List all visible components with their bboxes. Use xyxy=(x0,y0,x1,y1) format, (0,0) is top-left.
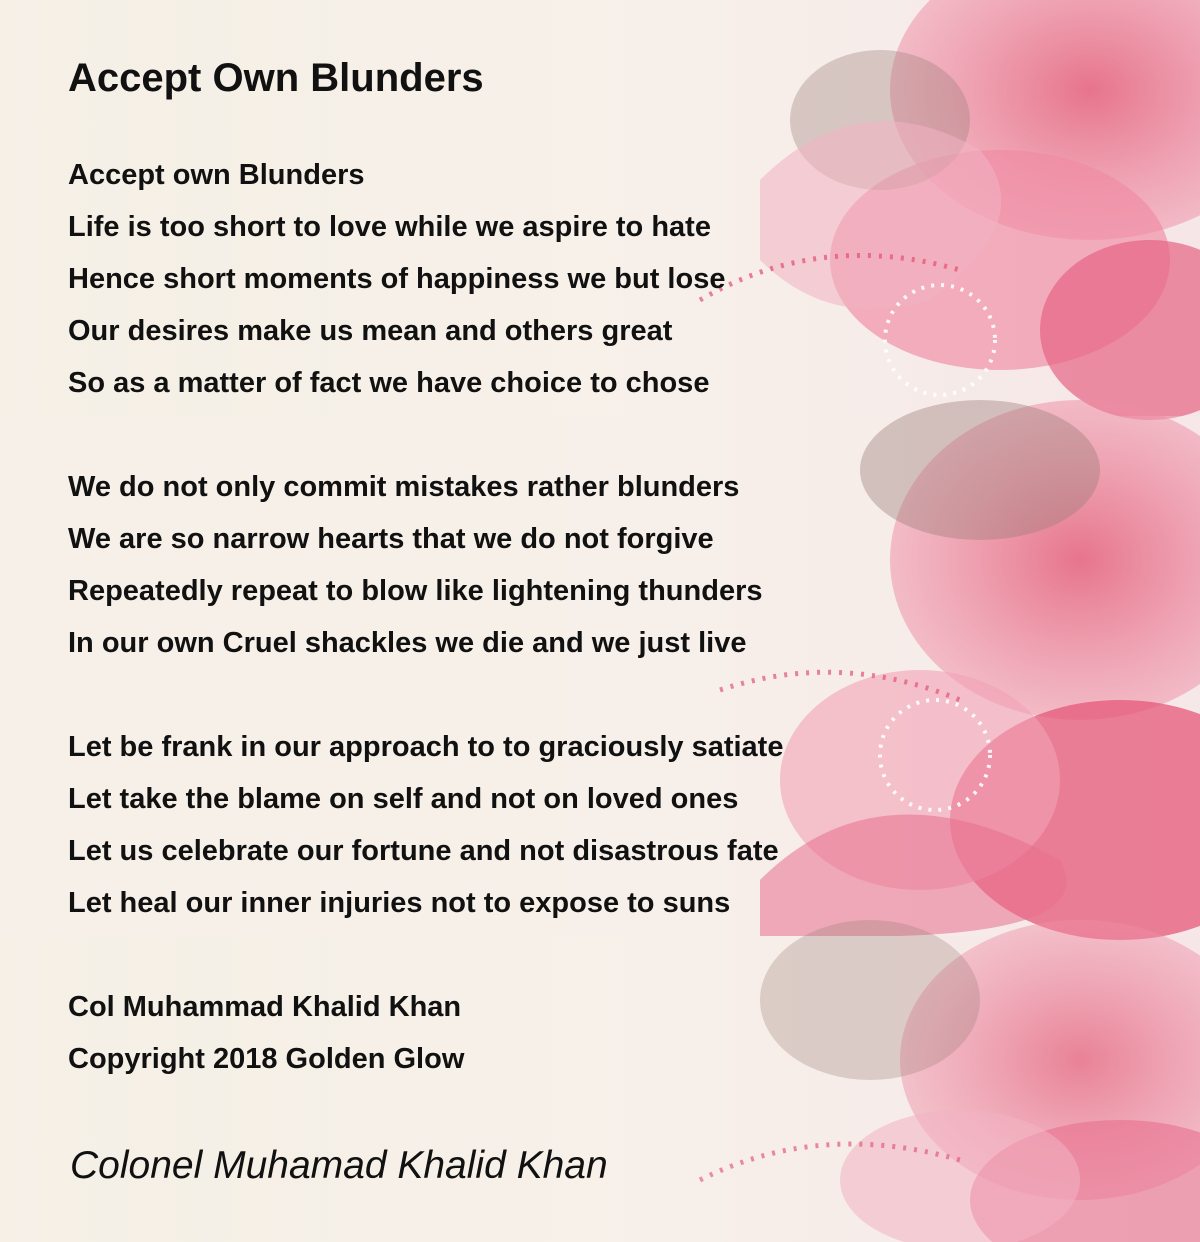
poem-title: Accept Own Blunders xyxy=(68,56,484,100)
copyright-notice: Copyright 2018 Golden Glow xyxy=(68,1043,465,1075)
poem-line: In our own Cruel shackles we die and we just live xyxy=(68,627,747,659)
author-signature: Colonel Muhamad Khalid Khan xyxy=(70,1144,608,1187)
poem-line: Accept own Blunders xyxy=(68,159,365,191)
author-name: Col Muhammad Khalid Khan xyxy=(68,991,462,1023)
poem-line: Let heal our inner injuries not to expose to suns xyxy=(68,887,731,919)
poem-line: Life is too short to love while we aspire to hate xyxy=(68,211,711,243)
poem-line: Let us celebrate our fortune and not disastrous fate xyxy=(68,835,779,867)
poem-line: Let be frank in our approach to to graciously satiate xyxy=(68,731,784,763)
poem-line: Our desires make us mean and others great xyxy=(68,315,673,347)
poem-line: We do not only commit mistakes rather blunders xyxy=(68,471,740,503)
poem-line: Let take the blame on self and not on loved ones xyxy=(68,783,739,815)
poem-line: Hence short moments of happiness we but lose xyxy=(68,263,726,295)
poem-line: So as a matter of fact we have choice to chose xyxy=(68,367,710,399)
poem-line: Repeatedly repeat to blow like lightening thunders xyxy=(68,575,763,607)
poem-line: We are so narrow hearts that we do not forgive xyxy=(68,523,714,555)
